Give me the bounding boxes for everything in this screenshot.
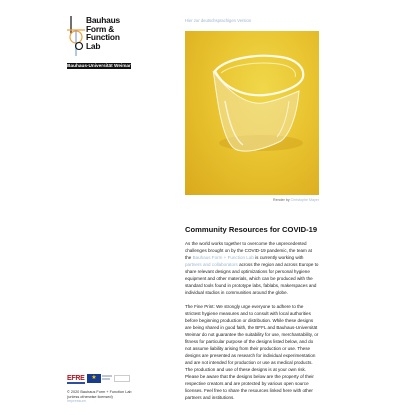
partners-link[interactable]: partners and collaborators — [185, 262, 238, 267]
article-body — [185, 240, 319, 408]
university-label[interactable]: Bauhaus-Universität Weimar — [67, 63, 131, 68]
logo-line-2: Form & — [86, 23, 115, 34]
caption-prefix: Render by — [273, 198, 291, 202]
intro-text-2: is currently working with — [253, 255, 304, 260]
eu-flag-icon: ★ — [87, 374, 101, 383]
logo-mark-icon — [67, 16, 87, 60]
german-version-link[interactable]: Hier zur deutschsprachigen Version — [185, 18, 252, 23]
caption-author-link[interactable]: Christophe Mayer — [290, 198, 319, 202]
intro-paragraph — [185, 240, 319, 296]
intro-text-3: across the region and across Europe to share relevant designs and optimizations for personal hygiene equipment and other materials, which can be produced with the standard tools found in prototype labs, fablabs, makerspaces and individual studios in communities around the globe. — [185, 262, 319, 295]
imprint-link[interactable]: Impressum — [67, 399, 86, 404]
fine-print-paragraph: The Fine Print: We strongly urge everyone to adhere to the strictest hygiene measures and to consult with local authorities before beginning production or distribution. While these designs are being shared in good faith, the BFFL and Bauhaus-Universität Weimar do not guarantee the suitability for use, merchantability, or fitness for particular purpose of the designs listed below, and do not assume liability arising from their production or use. These designs are presented as research for individual experimentation and are not intended for production or use as medical products. The production and use of these designs is at your own risk. Please be aware that the designs below are the property of their respective creators and are protected by various open source licenses. Feel free to share the resources linked here with other partners and institutions. — [185, 304, 319, 400]
logo-wordmark — [86, 16, 120, 51]
funding-logos — [67, 374, 130, 384]
copyright-line-2: (unless otherwise licensed) — [67, 394, 113, 399]
logo-line-1: Bauhaus — [86, 15, 120, 25]
efre-logo — [67, 374, 85, 384]
eu-fund-logo — [114, 375, 130, 382]
bffl-link[interactable]: Bauhaus Form + Function Lab — [192, 255, 254, 260]
copyright-line-1: © 2020 Bauhaus Form + Function Lab — [67, 390, 132, 394]
page-title: Community Resources for COVID-19 — [185, 225, 318, 234]
copyright-block — [67, 390, 132, 404]
face-shield-render — [185, 31, 319, 195]
image-caption — [260, 198, 319, 202]
bauhaus-logo[interactable] — [67, 16, 131, 60]
face-shield-icon — [185, 31, 319, 195]
intro-text-1: As the world works together to overcome the unprecedented challenges brought on by the COVID-19 pandemic, the team at the — [185, 241, 312, 260]
logo-line-3: Function — [86, 32, 120, 43]
logo-line-4: Lab — [86, 41, 101, 52]
efre-label: EFRE — [67, 375, 85, 382]
